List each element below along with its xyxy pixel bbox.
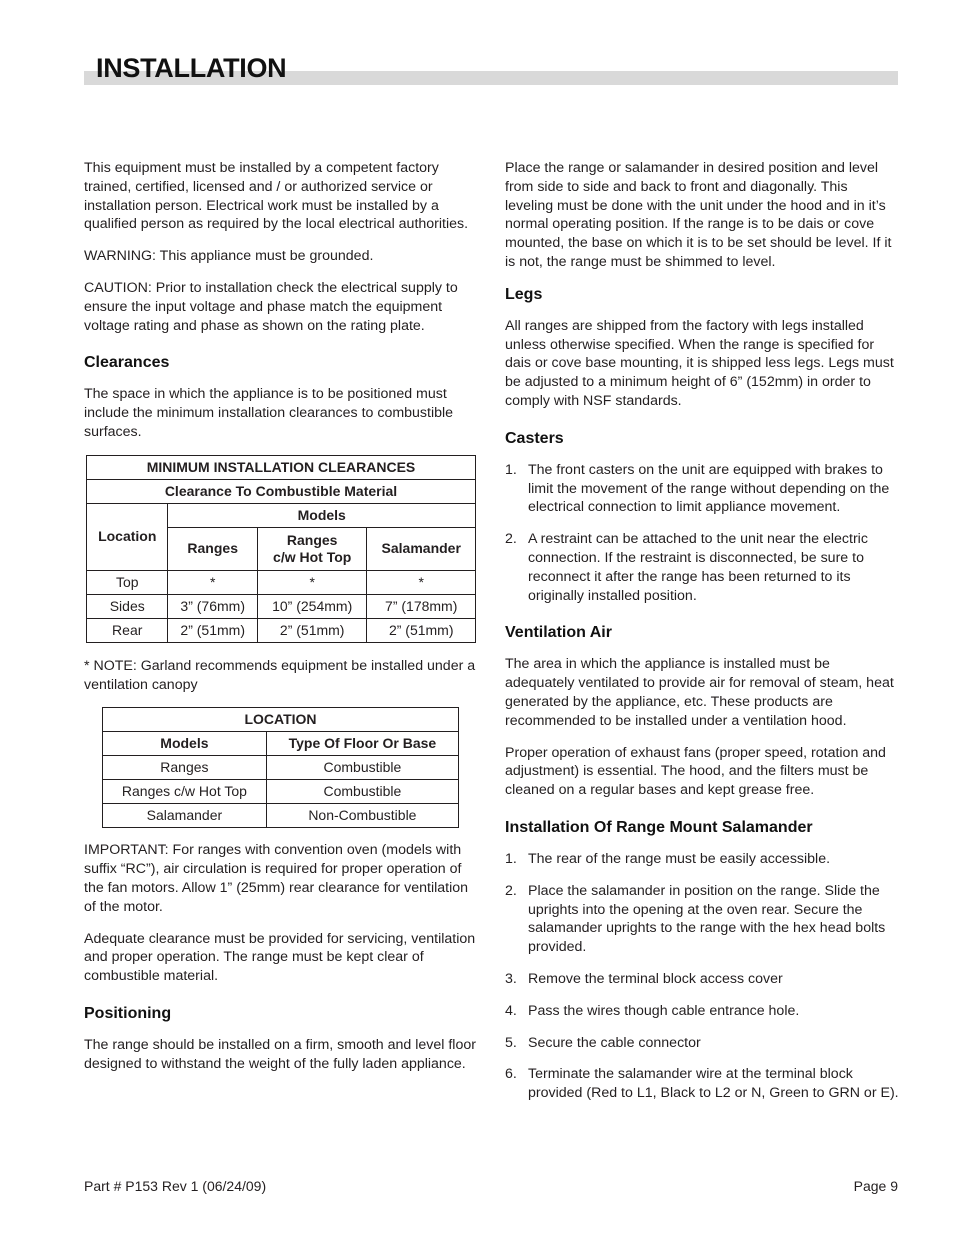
table-subtitle: Clearance To Combustible Material xyxy=(87,479,476,503)
floor-column-header: Type Of Floor Or Base xyxy=(266,732,458,756)
ventilation-heading: Ventilation Air xyxy=(505,624,612,642)
warning-paragraph: WARNING: This appliance must be grounded. xyxy=(84,248,374,265)
ranges-header: Ranges xyxy=(168,527,257,570)
list-text: A restraint can be attached to the unit near the electric connection. If the restraint is disconnected, be sure to reconnect it after the range has been returned to its originally installed position. xyxy=(528,531,868,604)
list-item xyxy=(505,882,899,957)
list-text: Place the salamander in position on the range. Slide the uprights into the opening at the oven rear. Secure the salamander uprights to the range with the hex head bolts provided. xyxy=(528,882,886,956)
footer-page-number: Page 9 xyxy=(853,1178,898,1194)
casters-heading: Casters xyxy=(505,429,564,447)
location-cell: Top xyxy=(87,570,168,594)
list-text: Secure the cable connector xyxy=(528,1034,701,1051)
list-number: 3. xyxy=(505,970,517,987)
list-text: Terminate the salamander wire at the terminal block provided (Red to L1, Black to L2 or N, Green to GRN or E). xyxy=(528,1066,899,1102)
location-cell: Sides xyxy=(87,594,168,618)
models-header: Models xyxy=(168,503,476,527)
page-title: INSTALLATION xyxy=(96,53,287,83)
floor-cell: Combustible xyxy=(266,780,458,804)
placement-paragraph: Place the range or salamander in desired position and level from side to side and back to front and diagonally. This leveling must be done with the unit under the hood and in it’s normal operating position. If the range is to be dais or cove mounted, the base on which it is to be set should be level. If it is not, the range must be shimmed to level. xyxy=(505,160,892,270)
floor-cell: Non-Combustible xyxy=(266,804,458,828)
salamander-heading: Installation Of Range Mount Salamander xyxy=(505,818,813,836)
salamander-list xyxy=(505,850,899,1103)
salamander-cell: * xyxy=(367,570,476,594)
casters-list xyxy=(505,461,899,606)
table-row xyxy=(103,780,459,804)
list-item xyxy=(505,461,899,517)
ranges-cell: * xyxy=(168,570,257,594)
list-text: The rear of the range must be easily accessible. xyxy=(528,850,831,867)
model-cell: Ranges c/w Hot Top xyxy=(103,780,267,804)
positioning-paragraph: The range should be installed on a firm, smooth and level floor designed to withstand the weight of the fully laden appliance. xyxy=(84,1036,476,1072)
list-item xyxy=(505,1065,899,1103)
list-text: Pass the wires though cable entrance hole. xyxy=(528,1002,800,1019)
intro-paragraph: This equipment must be installed by a competent factory trained, certified, licensed and / or authorized service or installation person. Electrical work must be installed by a qualified person as required by the local electrical authorities. xyxy=(84,160,469,233)
models-column-header: Models xyxy=(103,732,267,756)
floor-cell: Combustible xyxy=(266,756,458,780)
list-item xyxy=(505,850,899,869)
clearances-heading: Clearances xyxy=(84,354,170,372)
left-column xyxy=(84,159,480,1087)
list-item xyxy=(505,1034,899,1053)
important-paragraph: IMPORTANT: For ranges with convention oven (models with suffix “RC”), air circulation is required for proper operation of the fan motors. Allow 1” (25mm) rear clearance for ventilation of the motor. xyxy=(84,842,469,915)
list-item xyxy=(505,1002,899,1021)
legs-paragraph: All ranges are shipped from the factory with legs installed unless otherwise specified. When the range is specified for dais or cove base mounting, it is shipped less legs. Legs must be adjusted to a minimum height of 6” (152mm) in order to comply with NSF standards. xyxy=(505,317,894,409)
location-table xyxy=(102,707,459,828)
table-row xyxy=(87,618,476,642)
right-column xyxy=(505,159,899,1116)
list-number: 1. xyxy=(505,461,517,478)
hot-top-header xyxy=(257,527,367,570)
adequate-paragraph: Adequate clearance must be provided for servicing, ventilation and proper operation. The range must be kept clear of combustible material. xyxy=(84,930,476,985)
list-number: 4. xyxy=(505,1002,517,1019)
table-row xyxy=(103,756,459,780)
list-number: 1. xyxy=(505,850,517,867)
ventilation-paragraph-2: Proper operation of exhaust fans (proper speed, rotation and adjustment) is essential. The hood, and the filters must be cleaned on a regular bases and kept grease free. xyxy=(505,744,886,799)
list-number: 2. xyxy=(505,531,517,548)
list-item xyxy=(505,530,899,605)
list-number: 2. xyxy=(505,882,517,899)
hot-top-header-line1: Ranges xyxy=(286,531,338,548)
ventilation-paragraph-1: The area in which the appliance is installed must be adequately ventilated to provide air for removal of steam, heat generated by the appliance, etc. These products are recommended to be installed under a ventilation hood. xyxy=(505,656,894,729)
location-table-title: LOCATION xyxy=(103,708,459,732)
note-paragraph: * NOTE: Garland recommends equipment be installed under a ventilation canopy xyxy=(84,657,476,693)
model-cell: Salamander xyxy=(103,804,267,828)
table-row xyxy=(87,594,476,618)
table-title: MINIMUM INSTALLATION CLEARANCES xyxy=(87,455,476,479)
hot-top-cell: 10” (254mm) xyxy=(257,594,367,618)
list-text: The front casters on the unit are equipped with brakes to limit the movement of the range without depending on the electrical connection to limit appliance movement. xyxy=(528,461,890,516)
table-row xyxy=(87,570,476,594)
hot-top-header-line2: c/w Hot Top xyxy=(273,548,352,565)
list-number: 5. xyxy=(505,1034,517,1051)
clearances-paragraph: The space in which the appliance is to be positioned must include the minimum installation clearances to combustible surfaces. xyxy=(84,386,454,440)
ranges-cell: 2” (51mm) xyxy=(168,618,257,642)
salamander-header: Salamander xyxy=(367,527,476,570)
location-cell: Rear xyxy=(87,618,168,642)
list-number: 6. xyxy=(505,1066,517,1083)
hot-top-cell: 2” (51mm) xyxy=(257,618,367,642)
positioning-heading: Positioning xyxy=(84,1004,172,1022)
salamander-cell: 7” (178mm) xyxy=(367,594,476,618)
list-item xyxy=(505,970,899,989)
clearances-table xyxy=(86,455,476,643)
footer-part-number: Part # P153 Rev 1 (06/24/09) xyxy=(84,1178,267,1194)
location-header: Location xyxy=(87,503,168,570)
list-text: Remove the terminal block access cover xyxy=(528,970,783,987)
ranges-cell: 3” (76mm) xyxy=(168,594,257,618)
hot-top-cell: * xyxy=(257,570,367,594)
table-row xyxy=(103,804,459,828)
legs-heading: Legs xyxy=(505,285,543,303)
model-cell: Ranges xyxy=(103,756,267,780)
caution-paragraph: CAUTION: Prior to installation check the electrical supply to ensure the input voltage and phase match the equipment voltage rating and phase as shown on the rating plate. xyxy=(84,279,458,334)
salamander-cell: 2” (51mm) xyxy=(367,618,476,642)
